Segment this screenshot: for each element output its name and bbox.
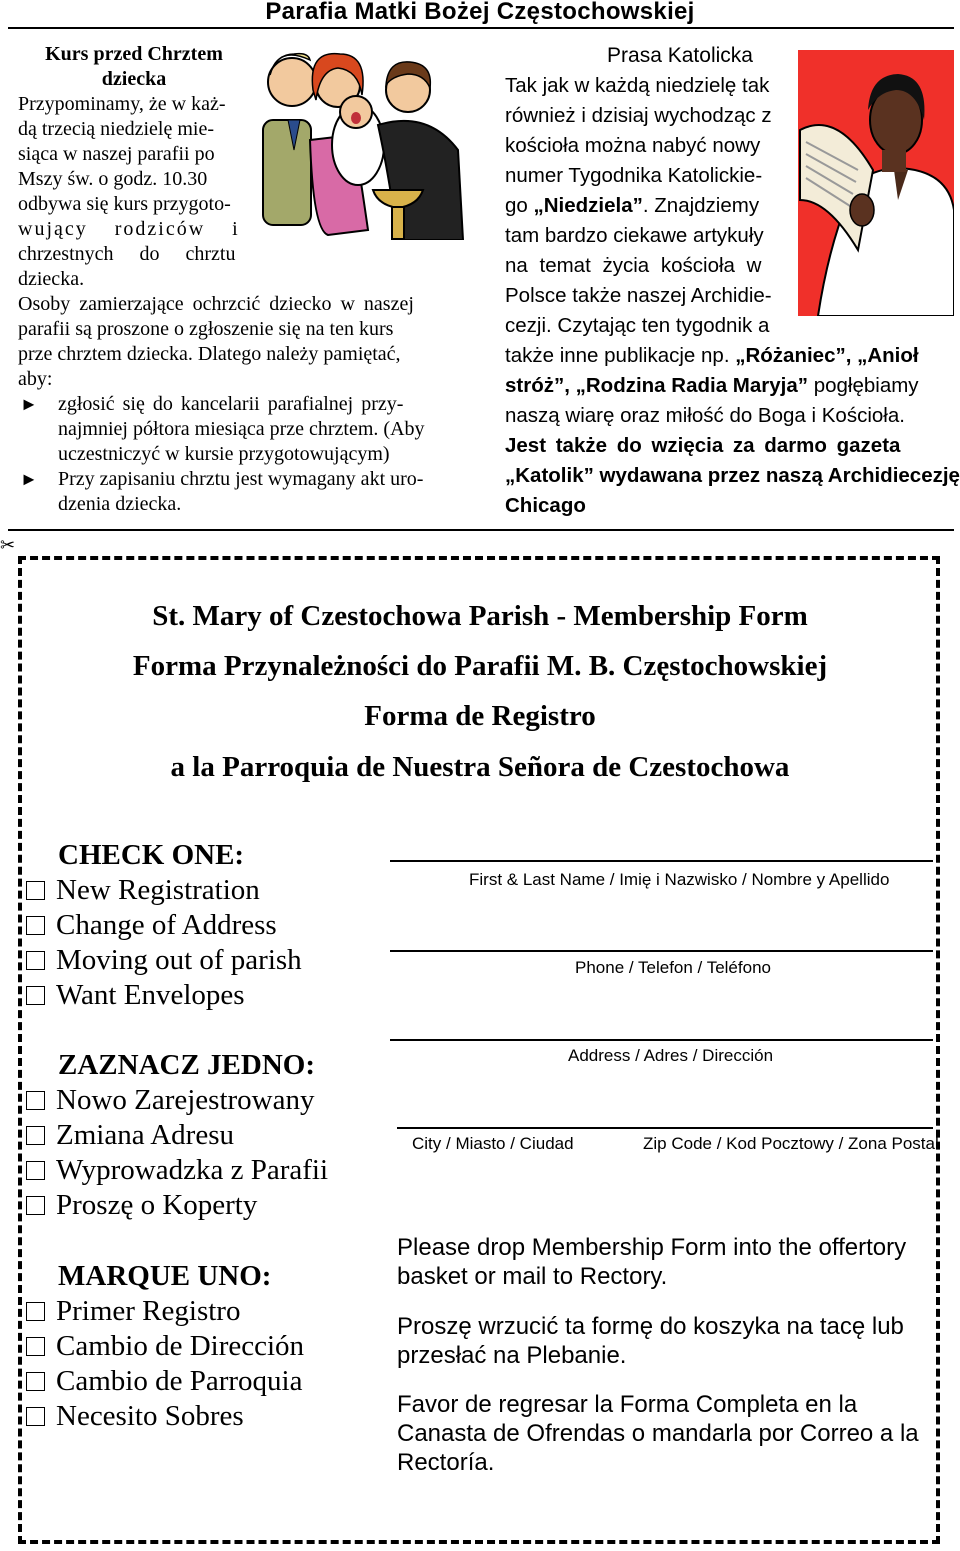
phone-field-label: Phone / Telefon / Teléfono [575, 958, 771, 977]
kurs-text-line: Przypominamy, że w każ- [18, 93, 226, 115]
instructions-es: Favor de regresar la Forma Completa en la Canasta de Ofrendas o mandarla por Correo a la Rectoría. [397, 1391, 919, 1476]
checkbox-box[interactable] [26, 1161, 45, 1180]
checkbox-cambio-direccion[interactable] [26, 1329, 304, 1363]
checkbox-box[interactable] [26, 1302, 45, 1321]
name-field-line[interactable] [390, 860, 933, 862]
section-rule [8, 529, 954, 531]
checkbox-box[interactable] [26, 1126, 45, 1145]
prasa-text: pogłębiamy [808, 374, 919, 397]
kurs-text-line: prze chrztem dziecka. Dlatego należy pamiętać, [18, 343, 401, 365]
checkbox-primer-registro[interactable] [26, 1294, 240, 1328]
form-title-es-2: a la Parroquia de Nuestra Señora de Czestochowa [170, 751, 790, 783]
prasa-text: go [505, 194, 534, 217]
kurs-text-line: dzenia dziecka. [58, 493, 182, 515]
niedziela-title: „Niedziela” [533, 194, 643, 217]
kurs-heading-line-1: Kurs przed Chrztem [45, 43, 223, 65]
checkbox-box[interactable] [26, 1407, 45, 1426]
kurs-text-line: chrzestnych do chrztu [18, 243, 236, 265]
kurs-heading [18, 42, 250, 92]
name-field-label: First & Last Name / Imię i Nazwisko / Nombre y Apellido [469, 870, 890, 889]
kurs-text-line: Osoby zamierzające ochrzcić dziecko w naszej [18, 293, 414, 315]
kurs-text-line: najmniej półtora miesiąca prze chrztem. (Aby [58, 418, 425, 440]
scissors-icon: ✂ [0, 535, 16, 555]
prasa-text-line [505, 191, 759, 221]
zaznacz-jedno-heading: ZAZNACZ JEDNO: [58, 1049, 315, 1081]
marque-uno-heading: MARQUE UNO: [58, 1260, 272, 1292]
checkbox-new-registration[interactable] [26, 873, 260, 907]
instructions-en: Please drop Membership Form into the offertory basket or mail to Rectory. [397, 1234, 907, 1290]
newspaper-reader-illustration [798, 50, 954, 316]
checkbox-box[interactable] [26, 1091, 45, 1110]
checkbox-box[interactable] [26, 881, 45, 900]
checkbox-label: Primer Registro [56, 1295, 241, 1327]
kurs-text-line: uczestniczyć w kursie przygotowującym) [58, 443, 390, 465]
form-title-pl: Forma Przynależności do Parafii M. B. Częstochowskiej [132, 650, 828, 682]
checkbox-label: Nowo Zarejestrowany [56, 1084, 315, 1116]
checkbox-box[interactable] [26, 951, 45, 970]
prasa-text-line: cezji. Czytając ten tygodnik a [505, 314, 770, 337]
checkbox-wyprowadzka[interactable] [26, 1153, 328, 1187]
kurs-text-line: parafii są proszone o zgłoszenie się na ten kurs [18, 318, 394, 340]
checkbox-label: Wyprowadzka z Parafii [56, 1154, 329, 1186]
checkbox-label: Cambio de Parroquia [56, 1365, 303, 1397]
bullet-arrow-icon: ► [20, 469, 38, 489]
checkbox-label: Want Envelopes [56, 979, 245, 1011]
baptism-illustration [258, 40, 468, 240]
kurs-text-line: aby: [18, 368, 53, 390]
phone-field-line[interactable] [390, 950, 933, 952]
zip-field-label: Zip Code / Kod Pocztowy / Zona Postal [643, 1134, 939, 1153]
checkbox-label: New Registration [56, 874, 260, 906]
bullet-arrow-icon: ► [20, 394, 38, 414]
city-zip-field-line[interactable] [397, 1127, 933, 1129]
checkbox-label: Necesito Sobres [56, 1400, 244, 1432]
check-one-heading: CHECK ONE: [58, 839, 245, 871]
checkbox-box[interactable] [26, 986, 45, 1005]
prasa-text-line: również i dzisiaj wychodząc z [505, 104, 772, 127]
form-title-en: St. Mary of Czestochowa Parish - Membership Form [152, 600, 808, 632]
prasa-text-line: kościoła można nabyć nowy [505, 134, 761, 157]
prasa-text-line: tam bardzo ciekawe artykuły [505, 224, 764, 247]
prasa-text-line: „Katolik” wydawana przez naszą Archidiecezję [505, 464, 960, 487]
prasa-text-line [505, 371, 919, 401]
prasa-text-line: Jest także do wzięcia za darmo gazeta [505, 434, 901, 457]
checkbox-box[interactable] [26, 1337, 45, 1356]
checkbox-change-of-address[interactable] [26, 908, 277, 942]
checkbox-moving-out[interactable] [26, 943, 302, 977]
kurs-text-line: dziecka. [18, 268, 85, 290]
checkbox-box[interactable] [26, 1196, 45, 1215]
checkbox-want-envelopes[interactable] [26, 978, 245, 1012]
prasa-text-line: numer Tygodnika Katolickie- [505, 164, 763, 187]
kurs-text-line: siąca w naszej parafii po [18, 143, 215, 165]
prasa-text: . Znajdziemy [642, 194, 760, 217]
kurs-text-line: Mszy św. o godz. 10.30 [18, 168, 208, 190]
prasa-title: Prasa Katolicka [607, 44, 753, 67]
checkbox-label: Moving out of parish [56, 944, 302, 976]
kurs-text-line: zgłosić się do kancelarii parafialnej przy- [58, 393, 404, 415]
kurs-text-line: wujący rodziców i [18, 218, 240, 240]
checkbox-zmiana-adresu[interactable] [26, 1118, 234, 1152]
kurs-heading-line-2: dziecka [101, 68, 167, 90]
checkbox-nowo-zarejestrowany[interactable] [26, 1083, 315, 1117]
checkbox-label: Proszę o Koperty [56, 1189, 258, 1221]
publication-titles: stróż”, „Rodzina Radia Maryja” [505, 374, 809, 397]
address-field-label: Address / Adres / Dirección [568, 1046, 774, 1065]
prasa-text-line [505, 341, 919, 371]
address-field-line[interactable] [390, 1039, 933, 1041]
kurs-text-line: odbywa się kurs przygoto- [18, 193, 231, 215]
checkbox-label: Zmiana Adresu [56, 1119, 234, 1151]
instructions-pl: Proszę wrzucić ta formę do koszyka na tacę lub przesłać na Plebanie. [397, 1313, 904, 1369]
checkbox-cambio-parroquia[interactable] [26, 1364, 302, 1398]
prasa-text-line: Chicago [505, 494, 586, 517]
checkbox-box[interactable] [26, 916, 45, 935]
header-rule [8, 27, 954, 29]
kurs-text-line: Przy zapisaniu chrztu jest wymagany akt uro- [58, 468, 424, 490]
checkbox-box[interactable] [26, 1372, 45, 1391]
checkbox-necesito-sobres[interactable] [26, 1399, 244, 1433]
kurs-text-line: dą trzecią niedzielę mie- [18, 118, 214, 140]
prasa-text-line: Polsce także naszej Archidie- [505, 284, 772, 307]
form-title-es-1: Forma de Registro [364, 700, 596, 732]
checkbox-label: Cambio de Dirección [56, 1330, 305, 1362]
prasa-text: także inne publikacje np. [505, 344, 736, 367]
city-field-label: City / Miasto / Ciudad [412, 1134, 574, 1153]
page-title: Parafia Matki Bożej Częstochowskiej [265, 0, 695, 25]
publication-titles: „Różaniec”, „Anioł [735, 344, 919, 367]
prasa-text-line: naszą wiarę oraz miłość do Boga i Kościoła. [505, 404, 905, 427]
checkbox-koperty[interactable] [26, 1188, 257, 1222]
prasa-text-line: na temat życia kościoła w [505, 254, 762, 277]
prasa-text-line: Tak jak w każdą niedzielę tak [505, 74, 770, 97]
checkbox-label: Change of Address [56, 909, 277, 941]
